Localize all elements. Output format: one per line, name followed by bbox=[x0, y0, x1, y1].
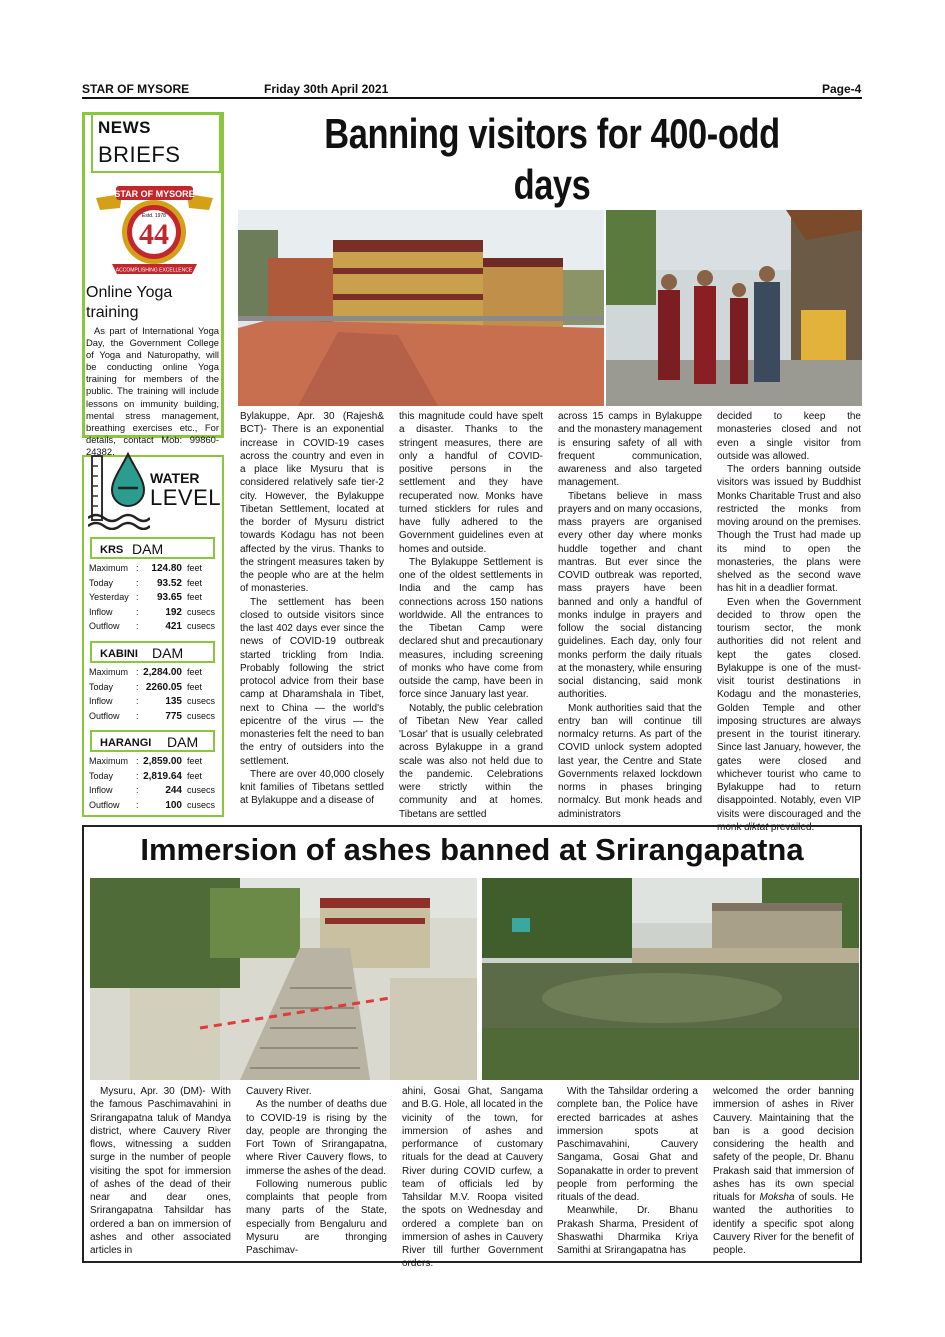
dam-row-unit: feet bbox=[187, 667, 203, 677]
briefs-label: BRIEFS bbox=[98, 142, 181, 167]
news-label: NEWS bbox=[98, 118, 151, 137]
dam-row bbox=[86, 785, 222, 800]
paragraph: The settlement has been closed to outside visitors since the last 402 days ever since the news of COVID-19 outbreak started trickling from India. Probably following the strict protocol advice from their base camp at Dharamshala in Tibet, next to China — the world's epicentre of the virus — the monasteries felt the need to ban the entry of outsiders into the settlement. bbox=[240, 596, 384, 767]
paragraph: this magnitude could have spelt a disaster. Thanks to the stringent measures, there are only a handful of COVID-positive persons in the settlement and they have recuperated now. Monks have turned sticklers for rules and have fully adhered to the Government guidelines even at homes and outside. bbox=[399, 411, 543, 555]
dam-name: KABINI bbox=[100, 648, 138, 660]
logo-number: 44 bbox=[139, 218, 169, 251]
dam-row-sep: : bbox=[136, 770, 139, 781]
dam-row-label: Inflow bbox=[89, 606, 113, 617]
logo-motto: ACCOMPLISHING EXCELLENCE bbox=[115, 267, 193, 274]
dam-row-sep: : bbox=[136, 577, 139, 588]
publication-name: STAR OF MYSORE bbox=[82, 82, 190, 96]
water-title: WATER bbox=[150, 470, 200, 486]
dam-name: HARANGI bbox=[100, 737, 152, 749]
paragraph: Monk authorities said that the entry ban will continue till normalcy returns. As part of the COVID unlock system adopted last year, the Centre and State Governments relaxed lockdown norms in phases bringing normalcy. But monk heads and administrators bbox=[558, 702, 702, 820]
dam-row-value: 775 bbox=[165, 710, 182, 722]
header-rule bbox=[82, 97, 862, 99]
story1-column-2 bbox=[399, 410, 543, 821]
dam-row bbox=[86, 711, 222, 726]
monastery-photo bbox=[238, 210, 604, 406]
dam-row-label: Outflow bbox=[89, 799, 120, 810]
dam-header-kabini bbox=[90, 641, 215, 663]
dam-row-label: Maximum bbox=[89, 563, 129, 573]
brief-title-yoga: Online Yoga training bbox=[86, 284, 173, 321]
dam-row-unit: feet bbox=[187, 563, 203, 573]
story1-column-3 bbox=[558, 410, 702, 821]
dam-suffix: DAM bbox=[167, 734, 199, 750]
dam-row bbox=[86, 578, 222, 593]
dam-row-sep: : bbox=[136, 667, 139, 677]
water-drop-icon bbox=[88, 452, 150, 530]
dam-row-label: Today bbox=[89, 770, 114, 781]
paragraph: With the Tahsildar ordering a complete ban, the Police have erected barricades at ashes immersion spots at Paschimavahini, Cauvery Sangama, Gosai Ghat and Sopanakatte in order to prevent people from performing the rituals of the dead. bbox=[557, 1086, 698, 1203]
paragraph: Notably, the public celebration of Tibetan New Year called 'Losar' that is usually celebrated across Bylakuppe in a grand scale was also not held due to the pandemic. Celebrations were strictly within the community and at homes. Tibetans are settled bbox=[399, 702, 543, 820]
dam-row-value: 93.52 bbox=[156, 577, 182, 589]
dam-row-value: 2,284.00 bbox=[143, 667, 182, 678]
dam-row-unit: cusecs bbox=[187, 696, 216, 706]
dam-row bbox=[86, 696, 222, 711]
dam-row-value: 2,859.00 bbox=[143, 756, 182, 767]
dam-row-sep: : bbox=[136, 606, 139, 617]
dam-row-label: Outflow bbox=[89, 710, 120, 721]
paragraph: Mysuru, Apr. 30 (DM)- With the famous Paschimavahini in Srirangapatna taluk of Mandya district, where Cauvery River flows, witnessing a sudden surge in the number of people visiting the spot for immersion of ashes of the dead of their near and dear ones, Srirangapatna Tahsildar has ordered a ban on immersion of ashes and other associated articles in bbox=[90, 1086, 231, 1256]
dam-row-label: Outflow bbox=[89, 621, 120, 631]
dam-row-unit: feet bbox=[187, 592, 203, 602]
story2-headline: Immersion of ashes banned at Srirangapatna bbox=[140, 832, 804, 867]
dam-header-harangi bbox=[90, 730, 215, 752]
dam-row-value: 244 bbox=[165, 785, 182, 796]
italic-term: diktat bbox=[744, 821, 769, 833]
dam-row-sep: : bbox=[136, 681, 139, 692]
dam-row-label: Maximum bbox=[89, 756, 129, 766]
dam-row-label: Today bbox=[89, 681, 114, 692]
river-ghat-photo bbox=[482, 878, 859, 1080]
dam-row-unit: feet bbox=[187, 756, 203, 766]
dam-row-sep: : bbox=[136, 799, 139, 810]
dam-table-harangi bbox=[86, 756, 222, 814]
dam-row-unit: cusecs bbox=[187, 621, 216, 631]
italic-term: Moksha bbox=[759, 1192, 795, 1203]
dam-row-label: Inflow bbox=[89, 696, 113, 706]
paragraph bbox=[713, 1085, 854, 1257]
dam-row-sep: : bbox=[136, 621, 139, 631]
dam-row-value: 2260.05 bbox=[145, 681, 182, 693]
dam-row-unit: cusecs bbox=[187, 785, 216, 795]
paragraph: Cauvery River. bbox=[246, 1086, 312, 1097]
story1-headline-line1: Banning visitors for 400-odd days bbox=[324, 110, 780, 208]
paragraph: There are over 40,000 closely knit families of Tibetans settled at Bylakuppe and a disease of bbox=[240, 768, 384, 807]
paragraph: Tibetans believe in mass prayers and on many occasions, mass prayers are organised every other day where monks huddle together and chant mantras. But ever since the COVID outbreak was reported, mass prayers have been banned and only a handful of monks indulge in prayers and follow the social distancing guidelines. Each day, only four monks perform the daily rituals at the monastery, while ensuring social distancing, said monk authorities. bbox=[558, 490, 702, 701]
logo-title: STAR OF MYSORE bbox=[114, 189, 195, 199]
paragraph-end: of souls. He wanted the authorities to identify a specific spot along Cauvery River for the benefit of people. bbox=[713, 1192, 854, 1256]
paragraph-text: Even when the Government decided to throw open the tourism sector, the monk authorities did not relent and kept the gates closed. Bylakuppe is one of the must-visit tourist destinations in Kodagu and the monasteries, Golden Temple and other imposing structures are always present in the tourist itinerary. Since last January, however, the gates were closed and whichever tourist who came to Bylakuppe had to return disappointed. Notably, even VIP visits were discouraged and the monk bbox=[717, 596, 861, 833]
dam-row-unit: cusecs bbox=[187, 606, 216, 617]
dam-row bbox=[86, 607, 222, 622]
dam-row-value: 421 bbox=[165, 621, 182, 632]
paragraph: The Bylakuppe Settlement is one of the oldest settlements in India and the camp has connections across 150 nations worldwide. All the entrances to the Tibetan Camp were declared shut and precautionary measures, including screening of monks who have come from outside the camp, have been in force since January last year. bbox=[399, 556, 543, 701]
paragraph: As the number of deaths due to COVID-19 is rising by the day, people are thronging the Fort Town of Srirangapatna, where River Cauvery flows, to immerse the ashes of the dead. bbox=[246, 1099, 387, 1177]
dam-row-sep: : bbox=[136, 785, 139, 795]
dam-row bbox=[86, 621, 222, 636]
paragraph: Following numerous public complaints that people from many parts of the State, especially from Bengaluru and Mysuru are thronging Paschimav- bbox=[246, 1178, 387, 1256]
dam-row-sep: : bbox=[136, 710, 139, 721]
dam-row-unit: feet bbox=[187, 770, 203, 781]
paragraph-text: welcomed the order banning immersion of ashes in River Cauvery. Maintaining that the ban is a good decision considering the health and safety of the people, Dr. Bhanu Prakash said that immersion of ashes has its own special rituals for bbox=[713, 1086, 854, 1203]
dam-table-krs bbox=[86, 563, 222, 636]
paragraph bbox=[717, 596, 861, 835]
dam-row-unit: feet bbox=[187, 681, 203, 692]
dam-row-sep: : bbox=[136, 756, 139, 766]
dam-suffix: DAM bbox=[152, 645, 184, 661]
dam-row bbox=[86, 563, 222, 578]
paragraph: Meanwhile, Dr. Bhanu Prakash Sharma, President of Shaswathi Dharmika Kriya Samithi at Srirangapatna has bbox=[557, 1205, 698, 1256]
page-number: Page-4 bbox=[822, 82, 862, 96]
dam-row-value: 100 bbox=[165, 799, 182, 811]
story1-column-1 bbox=[240, 410, 384, 808]
dam-row-label: Today bbox=[89, 577, 114, 588]
paragraph: decided to keep the monasteries closed and not even a single visitor from outside was allowed. bbox=[717, 411, 861, 462]
story2-column-3 bbox=[402, 1085, 543, 1271]
dam-row-sep: : bbox=[136, 563, 139, 573]
level-title: LEVEL bbox=[150, 485, 221, 510]
monks-at-gate-photo bbox=[606, 210, 862, 406]
paragraph: Bylakuppe, Apr. 30 (Rajesh& BCT)- There is an exponential increase in COVID-19 cases across the country and even in a place like Mysuru that is considered relatively safe tier-2 city. However, the Bylakuppe Tibetan Settlement, located at the border of Mysuru district towards Kodagu has not been affected by the virus. Thanks to the stringent measures taken by the people who are at the helm of monasteries. bbox=[240, 411, 384, 595]
paragraph-end: prevailed. bbox=[768, 821, 815, 833]
dam-row-label: Maximum bbox=[89, 667, 129, 677]
paragraph: The orders banning outside visitors was issued by Buddhist Monks Charitable Trust and also restricted the monks from moving around on the premises. Though the Trust had made up its mind to open the monasteries, the plans were shelved as the second wave has hit in a deadlier format. bbox=[717, 464, 861, 595]
dam-row-value: 2,819.64 bbox=[143, 770, 182, 782]
dam-header-krs bbox=[90, 537, 215, 559]
dam-row bbox=[86, 667, 222, 682]
star-of-mysore-logo bbox=[92, 180, 217, 278]
dam-row bbox=[86, 771, 222, 786]
dam-row-label: Yesterday bbox=[89, 592, 129, 602]
dam-row bbox=[86, 682, 222, 697]
paragraph: across 15 camps in Bylakuppe and the monastery management is ensuring safety of all with frequent communication, awareness and also targeted management. bbox=[558, 411, 702, 489]
logo-estd: Estd. 1978 bbox=[142, 213, 166, 219]
dam-row-unit: cusecs bbox=[187, 799, 216, 810]
story2-column-2 bbox=[246, 1085, 387, 1257]
dam-row-unit: cusecs bbox=[187, 710, 216, 721]
dam-row-value: 135 bbox=[165, 696, 182, 707]
dam-row bbox=[86, 800, 222, 815]
story1-column-4 bbox=[717, 410, 861, 834]
dam-row-value: 124.80 bbox=[151, 563, 182, 574]
dam-table-kabini bbox=[86, 667, 222, 725]
story2-column-5 bbox=[713, 1085, 854, 1257]
paragraph: ahini, Gosai Ghat, Sangama and B.G. Hole, all located in the vicinity of the town, for immersion of ashes and performance of customary rituals for the dead at Cauvery River during COVID curfew, a team of officials led by Tahsildar M.V. Roopa visited the spots on Wednesday and ordered a complete ban on immersion of ashes in Cauvery River till further Government orders. bbox=[402, 1086, 543, 1270]
dam-name: KRS bbox=[100, 544, 124, 556]
ghat-steps-photo bbox=[90, 878, 477, 1080]
dam-row-value: 93.65 bbox=[156, 592, 182, 603]
dam-row-unit: feet bbox=[187, 577, 203, 588]
story2-column-1 bbox=[90, 1085, 231, 1257]
dam-row bbox=[86, 592, 222, 607]
dam-suffix: DAM bbox=[132, 541, 164, 557]
story2-column-4 bbox=[557, 1085, 698, 1257]
issue-date: Friday 30th April 2021 bbox=[264, 82, 389, 96]
dam-row-sep: : bbox=[136, 592, 139, 602]
dam-row-sep: : bbox=[136, 696, 139, 706]
dam-row bbox=[86, 756, 222, 771]
dam-row-value: 192 bbox=[165, 606, 182, 618]
brief-body-yoga: As part of International Yoga Day, the Government College of Yoga and Naturopathy, will be conducting online Yoga training for members of the public. The training will include lessons on immunity building, mental stress management, breathing exercises etc., For details, contact Mob: 99860-24382. bbox=[86, 325, 219, 457]
dam-row-label: Inflow bbox=[89, 785, 113, 795]
